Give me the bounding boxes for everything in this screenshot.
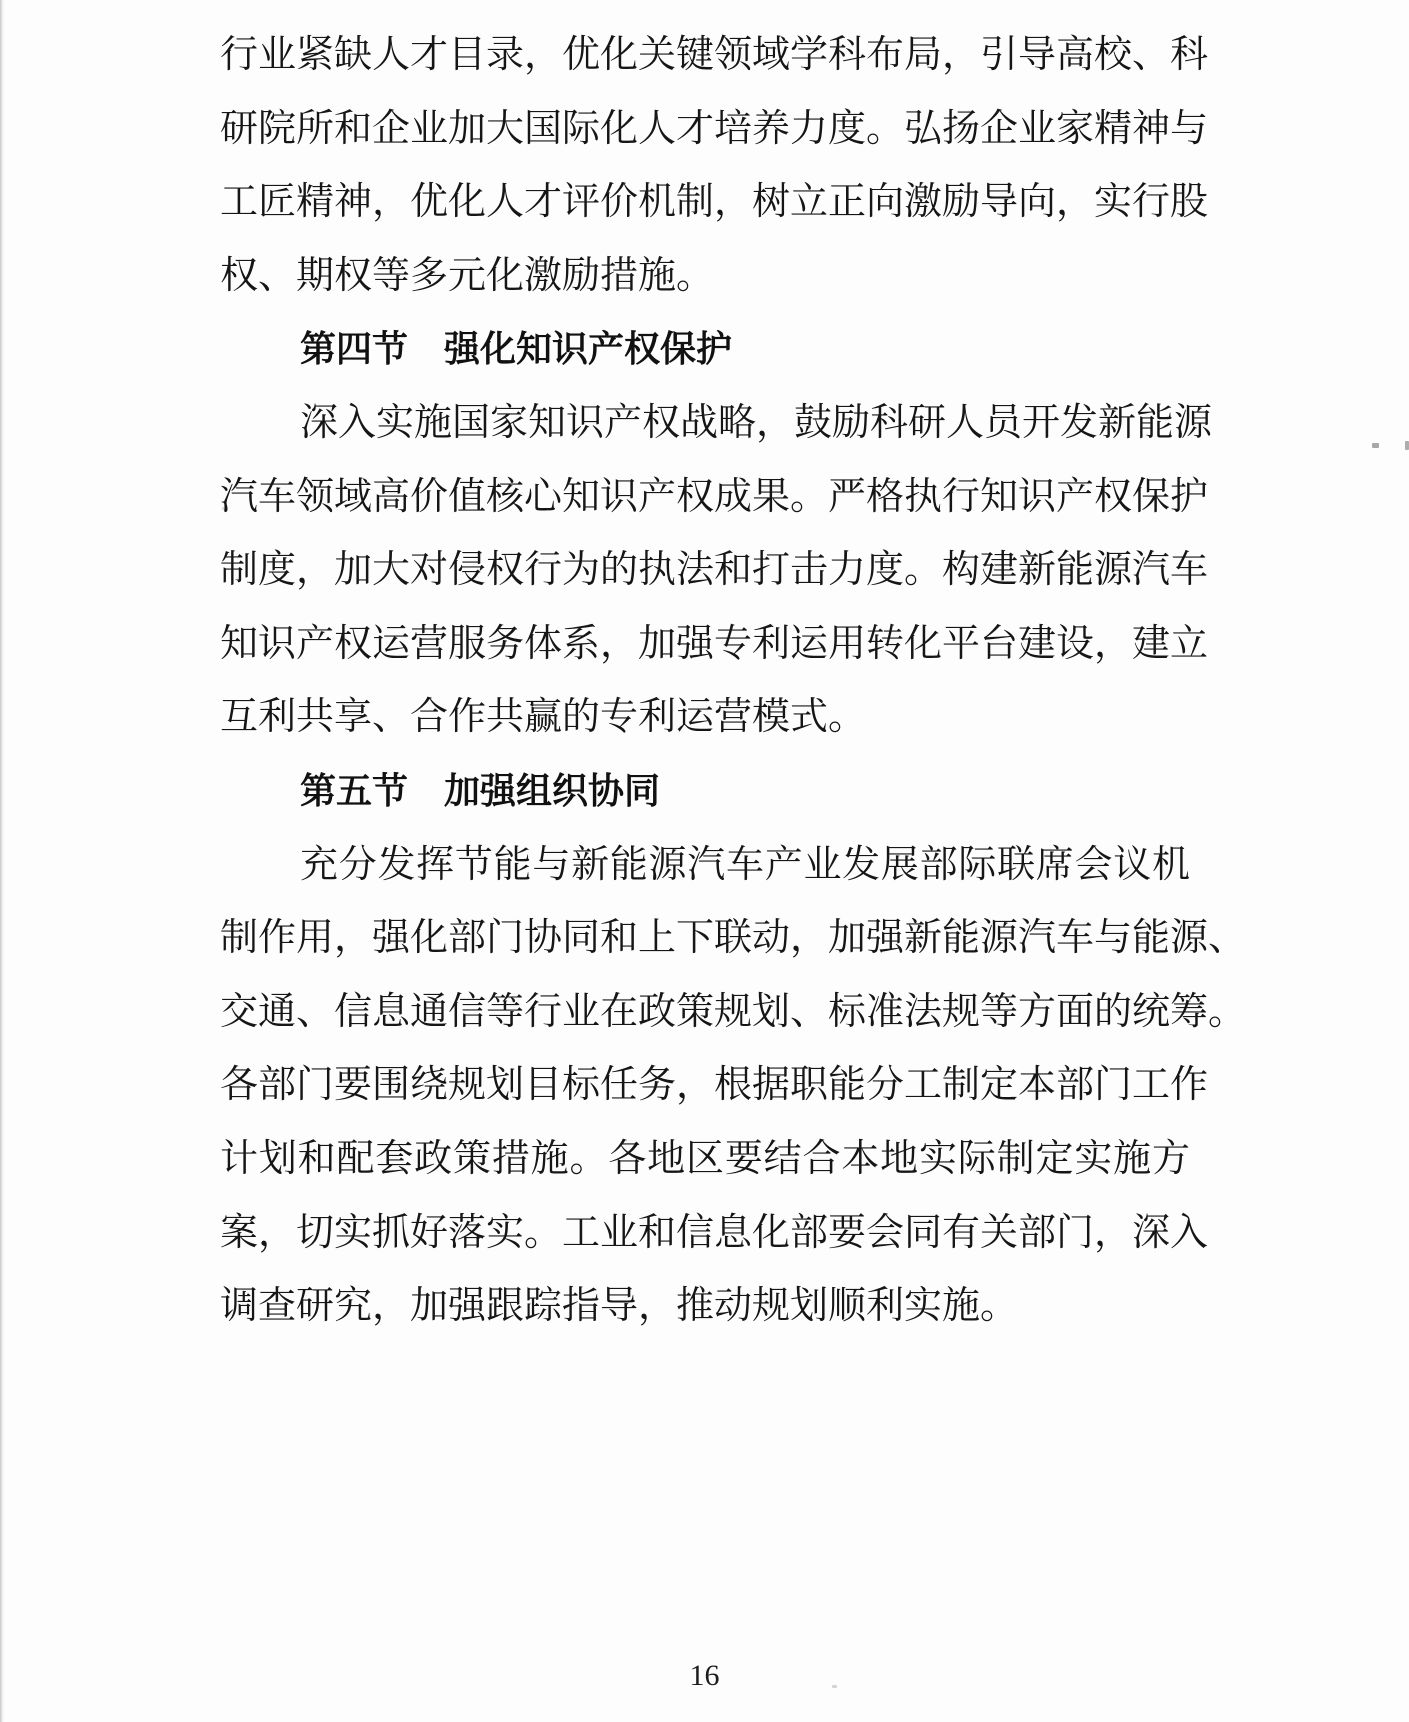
scan-speck [832, 1685, 837, 1688]
text-line: 研院所和企业加大国际化人才培养力度。弘扬企业家精神与 [220, 107, 1209, 150]
text-line: 行业紧缺人才目录，优化关键领域学科布局，引导高校、科 [220, 34, 1209, 76]
section-title: 强化知识产权保护 [444, 329, 733, 370]
text-line: 案，切实抓好落实。工业和信息化部要会同有关部门，深入 [220, 1211, 1209, 1254]
text-line: 交通、信息通信等行业在政策规划、标准法规等方面的统筹。 [220, 990, 1247, 1033]
text-line: 深入实施国家知识产权战略，鼓励科研人员开发新能源 [300, 401, 1213, 444]
text-line: 工匠精神，优化人才评价机制，树立正向激励导向，实行股 [220, 181, 1209, 224]
scan-speck [222, 507, 225, 510]
scan-speck [1372, 443, 1379, 448]
text-line: 互利共享、合作共赢的专利运营模式。 [220, 696, 867, 739]
text-line: 制度，加大对侵权行为的执法和打击力度。构建新能源汽车 [220, 549, 1209, 592]
text-line: 知识产权运营服务体系，加强专利运用转化平台建设，建立 [220, 622, 1209, 665]
page-number: 16 [689, 1659, 720, 1692]
text-line: 充分发挥节能与新能源汽车产业发展部际联席会议机 [300, 843, 1190, 886]
document-text-block [220, 19, 1247, 1344]
text-line: 各部门要围绕规划目标任务，根据职能分工制定本部门工作 [220, 1064, 1209, 1107]
section-number: 第五节 [300, 770, 409, 811]
text-line: 汽车领域高价值核心知识产权成果。严格执行知识产权保护 [220, 475, 1209, 518]
text-line: 制作用，强化部门协同和上下联动，加强新能源汽车与能源、 [220, 917, 1247, 960]
text-line: 计划和配套政策措施。各地区要结合本地实际制定实施方 [220, 1137, 1190, 1180]
section-heading-5 [220, 755, 1190, 829]
scan-edge-artifact [0, 0, 4, 1722]
section-number: 第四节 [300, 329, 409, 370]
text-line: 权、期权等多元化激励措施。 [220, 254, 715, 297]
scan-speck [1405, 441, 1409, 450]
text-line: 调查研究，加强跟踪指导，推动规划顺利实施。 [220, 1285, 1019, 1328]
section-title: 加强组织协同 [444, 770, 661, 811]
section-heading-4 [220, 313, 1190, 387]
